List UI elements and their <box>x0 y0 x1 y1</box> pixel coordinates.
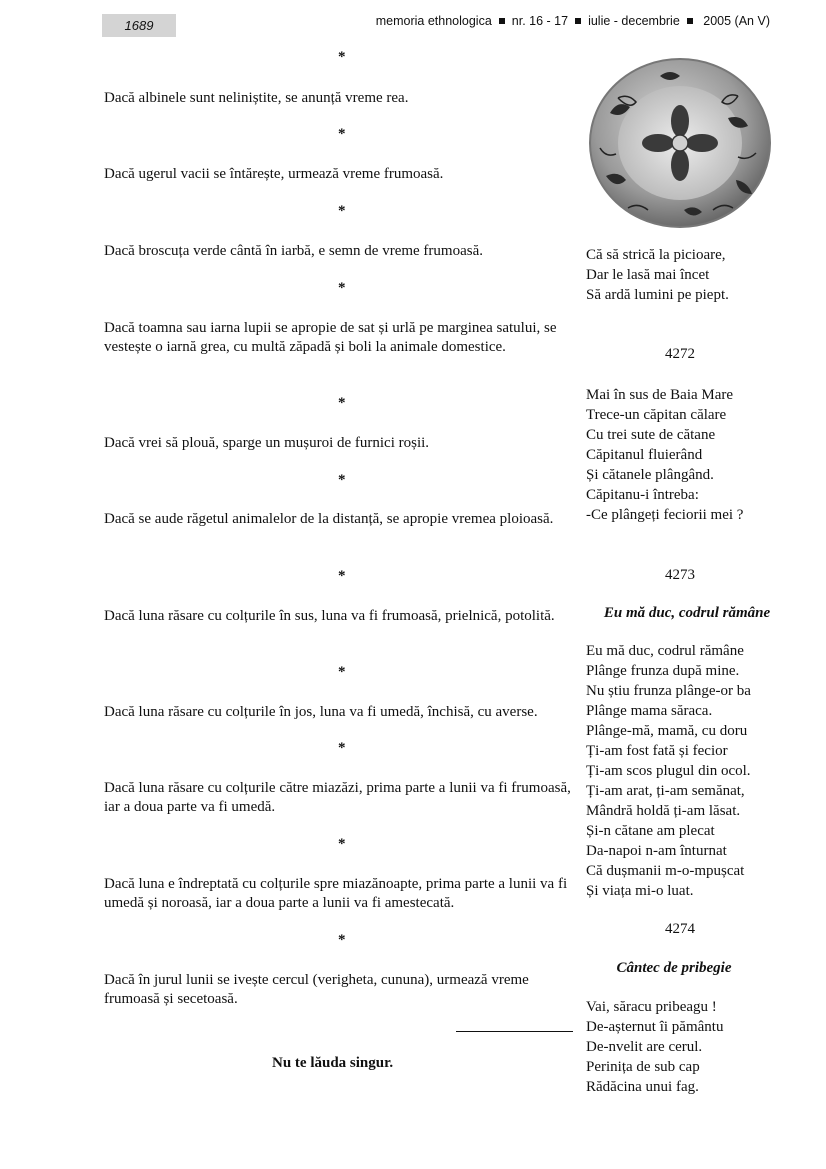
star-separator: * <box>338 932 346 948</box>
poem-number-4273: 4273 <box>665 567 695 583</box>
section-heading: Nu te lăuda singur. <box>272 1055 394 1071</box>
paragraph: Dacă luna răsare cu colțurile în jos, luna va fi umedă, închisă, cu averse. <box>104 704 538 720</box>
paragraph: Dacă se aude răgetul animalelor de la distanță, se apropie vremea ploioasă. <box>104 511 554 527</box>
poem-title-4274: Cântec de pribegie <box>616 960 732 976</box>
poem-number-4272: 4272 <box>665 346 695 362</box>
poem-number-4274: 4274 <box>665 921 695 937</box>
paragraph: Dacă în jurul lunii se ivește cercul (verigheta, cununa), urmează vreme frumoasă și secetoasă. <box>104 972 529 1007</box>
paragraph: Dacă ugerul vacii se întărește, urmează vreme frumoasă. <box>104 166 444 182</box>
star-separator: * <box>338 203 346 219</box>
star-separator: * <box>338 126 346 142</box>
section-divider <box>456 1031 573 1032</box>
paragraph: Dacă toamna sau iarna lupii se apropie de sat și urlă pe marginea satului, se vestește o iarnă grea, cu multă zăpadă și boli la animale domestice. <box>104 320 557 355</box>
journal-name: memoria ethnologica <box>375 14 492 28</box>
separator-square-icon <box>575 18 581 24</box>
star-separator: * <box>338 664 346 680</box>
paragraph: Dacă luna răsare cu colțurile în sus, luna va fi frumoasă, prielnică, potolită. <box>104 608 555 624</box>
star-separator: * <box>338 836 346 852</box>
decorated-plate-image <box>588 58 772 228</box>
poem-fragment: Că să strică la picioare, Dar le lasă mai încet Să ardă lumini pe piept. <box>586 247 729 303</box>
paragraph: Dacă broscuța verde cântă în iarbă, e semn de vreme frumoasă. <box>104 243 483 259</box>
star-separator: * <box>338 472 346 488</box>
poem-4272: Mai în sus de Baia Mare Trece-un căpitan călare Cu trei sute de cătane Căpitanul fluierând Și cătanele plângând. Căpitanu-i întreba: -Ce plângeți feciorii mei ? <box>586 387 744 523</box>
star-separator: * <box>338 280 346 296</box>
issue-period: iulie - decembrie <box>588 14 680 28</box>
separator-square-icon <box>499 18 505 24</box>
page-number: 1689 <box>102 14 176 37</box>
poem-4273: Eu mă duc, codrul rămâne Plânge frunza după mine. Nu știu frunza plânge-or ba Plânge mama săraca. Plânge-mă, mamă, cu doru Ți-am fost fată și fecior Ți-am scos plugul din ocol. Ți-am arat, ți-am semănat, Mândră holdă ți-am lăsat. Și-n cătane am plecat Da-napoi n-am înturnat Că dușmanii m-o-mpușcat Și viața mi-o luat. <box>586 643 751 899</box>
paragraph: Dacă luna răsare cu colțurile către miazăzi, prima parte a lunii va fi frumoasă, iar a doua parte va fi umedă. <box>104 780 571 815</box>
star-separator: * <box>338 49 346 65</box>
paragraph: Dacă luna e îndreptată cu colțurile spre miazănoapte, prima parte a lunii va fi umedă și noroasă, iar a doua parte a lunii va fi amestecată. <box>104 876 568 911</box>
paragraph: Dacă albinele sunt neliniștite, se anunță vreme rea. <box>104 90 409 106</box>
star-separator: * <box>338 395 346 411</box>
separator-square-icon <box>687 18 693 24</box>
poem-4274: Vai, săracu pribeagu ! De-așternut îi pământu De-nvelit are cerul. Perinița de sub cap Rădăcina unui fag. <box>586 999 724 1095</box>
issue-year: 2005 (An V) <box>703 14 770 28</box>
issue-number: nr. 16 - 17 <box>511 14 569 28</box>
poem-title-4273: Eu mă duc, codrul rămâne <box>603 605 771 621</box>
paragraph: Dacă vrei să plouă, sparge un mușuroi de furnici roșii. <box>104 435 430 451</box>
running-head <box>376 14 770 28</box>
star-separator: * <box>338 568 346 584</box>
star-separator: * <box>338 740 346 756</box>
